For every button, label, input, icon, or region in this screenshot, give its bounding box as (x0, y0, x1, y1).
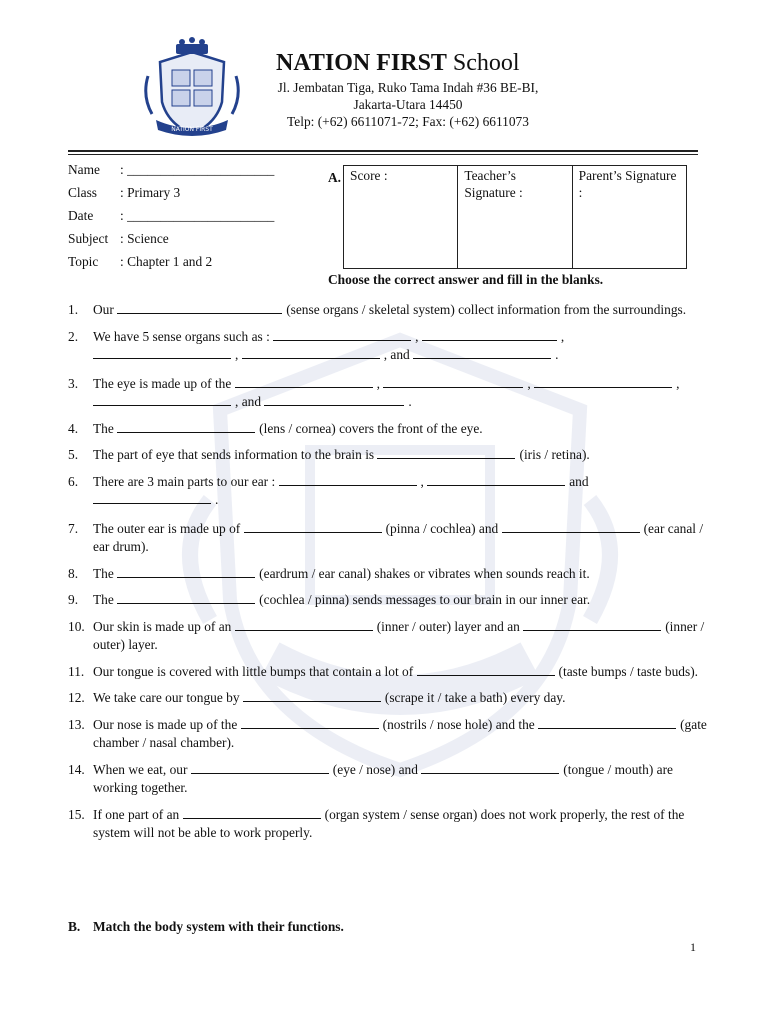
answer-blank[interactable] (235, 375, 373, 388)
answer-blank[interactable] (273, 328, 411, 341)
question-number: 14. (68, 761, 85, 777)
question-text-part: Our tongue is covered with little bumps that contain a lot of (93, 663, 417, 679)
question-text-part: , (376, 375, 384, 391)
score-signature-box (343, 165, 687, 269)
answer-blank[interactable] (183, 806, 321, 819)
question-number: 7. (68, 520, 79, 536)
question-number: 2. (68, 328, 79, 344)
question-text-part: Our nose is made up of the (93, 716, 241, 732)
question-text (93, 301, 708, 320)
answer-blank[interactable] (279, 473, 417, 486)
question-text-part: , (235, 347, 242, 362)
question-text-part: Our skin is made up of an (93, 618, 235, 634)
question-text-part: The (93, 592, 118, 607)
answer-blank[interactable] (117, 565, 255, 578)
answer-blank[interactable] (93, 393, 231, 406)
question-text-part: We take care our tongue by (93, 690, 243, 705)
logo-banner-text: NATION FIRST (171, 126, 213, 133)
question-number: 1. (68, 302, 79, 317)
question-text (93, 520, 708, 557)
question-text (93, 689, 708, 708)
question-text (93, 591, 708, 610)
question-text-part: (tongue / mouth) are working together. (93, 761, 673, 795)
question-text-part: , and (383, 347, 414, 362)
answer-blank[interactable] (377, 446, 515, 459)
question-number: 3. (68, 375, 79, 391)
question-text (93, 565, 708, 584)
question-13 (68, 716, 708, 753)
answer-blank[interactable] (502, 520, 640, 533)
question-list (68, 301, 708, 851)
question-text-part: (gate chamber / nasal chamber). (93, 716, 707, 750)
question-14 (68, 761, 708, 798)
school-crest-logo-icon (142, 36, 242, 140)
answer-blank[interactable] (421, 761, 559, 774)
question-text (93, 473, 708, 510)
question-text-part: The (93, 565, 118, 581)
question-text-part: (nostrils / nose hole) and the (382, 716, 539, 732)
question-text-part: (lens / cornea) covers the front of the eye. (259, 420, 483, 436)
answer-blank[interactable] (243, 689, 381, 702)
answer-blank[interactable] (191, 761, 329, 774)
question-text (93, 328, 708, 365)
question-6 (68, 473, 708, 510)
question-text-part: We have 5 sense organs such as : (93, 328, 274, 344)
question-number: 8. (68, 565, 79, 581)
question-5 (68, 446, 708, 465)
answer-blank[interactable] (383, 375, 523, 388)
question-text-part: , (415, 328, 422, 344)
question-text-part: (inner / outer) layer. (93, 618, 705, 652)
question-4 (68, 420, 708, 439)
header-divider (68, 150, 698, 152)
question-text-part: (inner / outer) layer and an (376, 618, 524, 634)
question-number: 12. (68, 690, 85, 705)
question-1 (68, 301, 708, 320)
address-line-2: Jakarta-Utara 14450 (353, 97, 463, 112)
question-text-part: If one part of an (93, 806, 183, 822)
question-text (93, 716, 708, 753)
question-7 (68, 520, 708, 557)
answer-blank[interactable] (242, 346, 380, 359)
answer-blank[interactable] (117, 420, 255, 433)
question-text-part: There are 3 main parts to our ear : (93, 473, 279, 489)
question-text-part: (ear canal / ear drum). (93, 520, 704, 554)
question-number: 15. (68, 806, 85, 822)
info-row-topic: Topic : Chapter 1 and 2 (68, 254, 213, 269)
student-info (68, 162, 308, 277)
question-text-part: , (560, 328, 565, 344)
page-number: 1 (690, 940, 696, 954)
header-divider-thin (68, 154, 698, 155)
question-text-part: , (676, 375, 680, 391)
answer-blank[interactable] (534, 375, 672, 388)
question-number: 5. (68, 447, 79, 462)
answer-blank[interactable] (413, 346, 551, 359)
question-number: 9. (68, 592, 79, 607)
question-text-part: , and (235, 394, 265, 409)
score-cell: Score : (344, 166, 458, 268)
question-number: 6. (68, 473, 79, 489)
question-text-part: (eye / nose) and (332, 761, 422, 777)
answer-blank[interactable] (117, 301, 282, 314)
question-number: 10. (68, 618, 85, 634)
question-text-part: The part of eye that sends information to the brain is (93, 447, 378, 462)
teacher-signature-cell: Teacher’s Signature : (458, 166, 572, 268)
info-row-date: Date : ______________________ (68, 208, 275, 223)
answer-blank[interactable] (422, 328, 557, 341)
question-text-part: (sense organs / skeletal system) collect information from the surroundings. (286, 302, 687, 317)
answer-blank[interactable] (93, 346, 231, 359)
question-text-part: , (420, 473, 428, 489)
answer-blank[interactable] (241, 716, 379, 729)
address-line-1: Jl. Jembatan Tiga, Ruko Tama Indah #36 BE-BI, (277, 80, 539, 95)
question-12 (68, 689, 708, 708)
question-text-part: Our (93, 302, 118, 317)
question-text-part: . (215, 492, 219, 507)
question-number: 11. (68, 663, 85, 679)
section-b-heading: B. Match the body system with their functions. (68, 919, 344, 934)
answer-blank[interactable] (117, 591, 255, 604)
question-text-part: The outer ear is made up of (93, 520, 244, 536)
section-a-label: A. (328, 170, 342, 185)
question-text (93, 420, 708, 439)
question-text-part: (eardrum / ear canal) shakes or vibrates when sounds reach it. (259, 565, 590, 581)
question-text (93, 618, 708, 655)
question-text-part: (pinna / cochlea) and (385, 520, 502, 536)
question-number: 13. (68, 716, 85, 732)
question-text-part: . (555, 347, 559, 362)
question-2 (68, 328, 708, 365)
question-8 (68, 565, 708, 584)
question-text-part: . (408, 394, 412, 409)
contact-line: Telp: (+62) 6611071-72; Fax: (+62) 6611073 (287, 114, 529, 129)
question-text (93, 806, 708, 843)
question-11 (68, 663, 708, 682)
question-3 (68, 375, 708, 412)
parent-signature-cell: Parent’s Signature : (578, 168, 677, 200)
section-a-instruction: Choose the correct answer and fill in the blanks. (328, 272, 604, 287)
question-text-part: and (569, 473, 589, 489)
question-text-part: The (93, 420, 118, 436)
question-10 (68, 618, 708, 655)
answer-blank[interactable] (93, 491, 211, 504)
question-text-part: When we eat, our (93, 761, 191, 777)
answer-blank[interactable] (523, 618, 661, 631)
answer-blank[interactable] (264, 393, 404, 406)
question-text-part: , (527, 375, 535, 391)
question-text (93, 663, 708, 682)
question-text (93, 446, 708, 465)
question-text-part: (scrape it / take a bath) every day. (384, 690, 566, 705)
question-text-part: (cochlea / pinna) sends messages to our brain in our inner ear. (259, 592, 591, 607)
question-text-part: (organ system / sense organ) does not work properly, the rest of the system will not be able to work properly. (93, 806, 685, 840)
question-15 (68, 806, 708, 843)
answer-blank[interactable] (427, 473, 565, 486)
question-9 (68, 591, 708, 610)
school-name: NATION FIRST School (276, 50, 520, 76)
question-text (93, 375, 708, 412)
question-text-part: (iris / retina). (519, 447, 590, 462)
answer-blank[interactable] (417, 663, 555, 676)
question-text-part: The eye is made up of the (93, 375, 235, 391)
answer-blank[interactable] (538, 716, 676, 729)
question-text-part: (taste bumps / taste buds). (558, 663, 699, 679)
info-row-subject: Subject : Science (68, 231, 169, 246)
answer-blank[interactable] (235, 618, 373, 631)
question-text (93, 761, 708, 798)
answer-blank[interactable] (244, 520, 382, 533)
info-row-name: Name : ______________________ (68, 162, 275, 177)
info-row-class: Class : Primary 3 (68, 185, 181, 200)
question-number: 4. (68, 420, 79, 436)
